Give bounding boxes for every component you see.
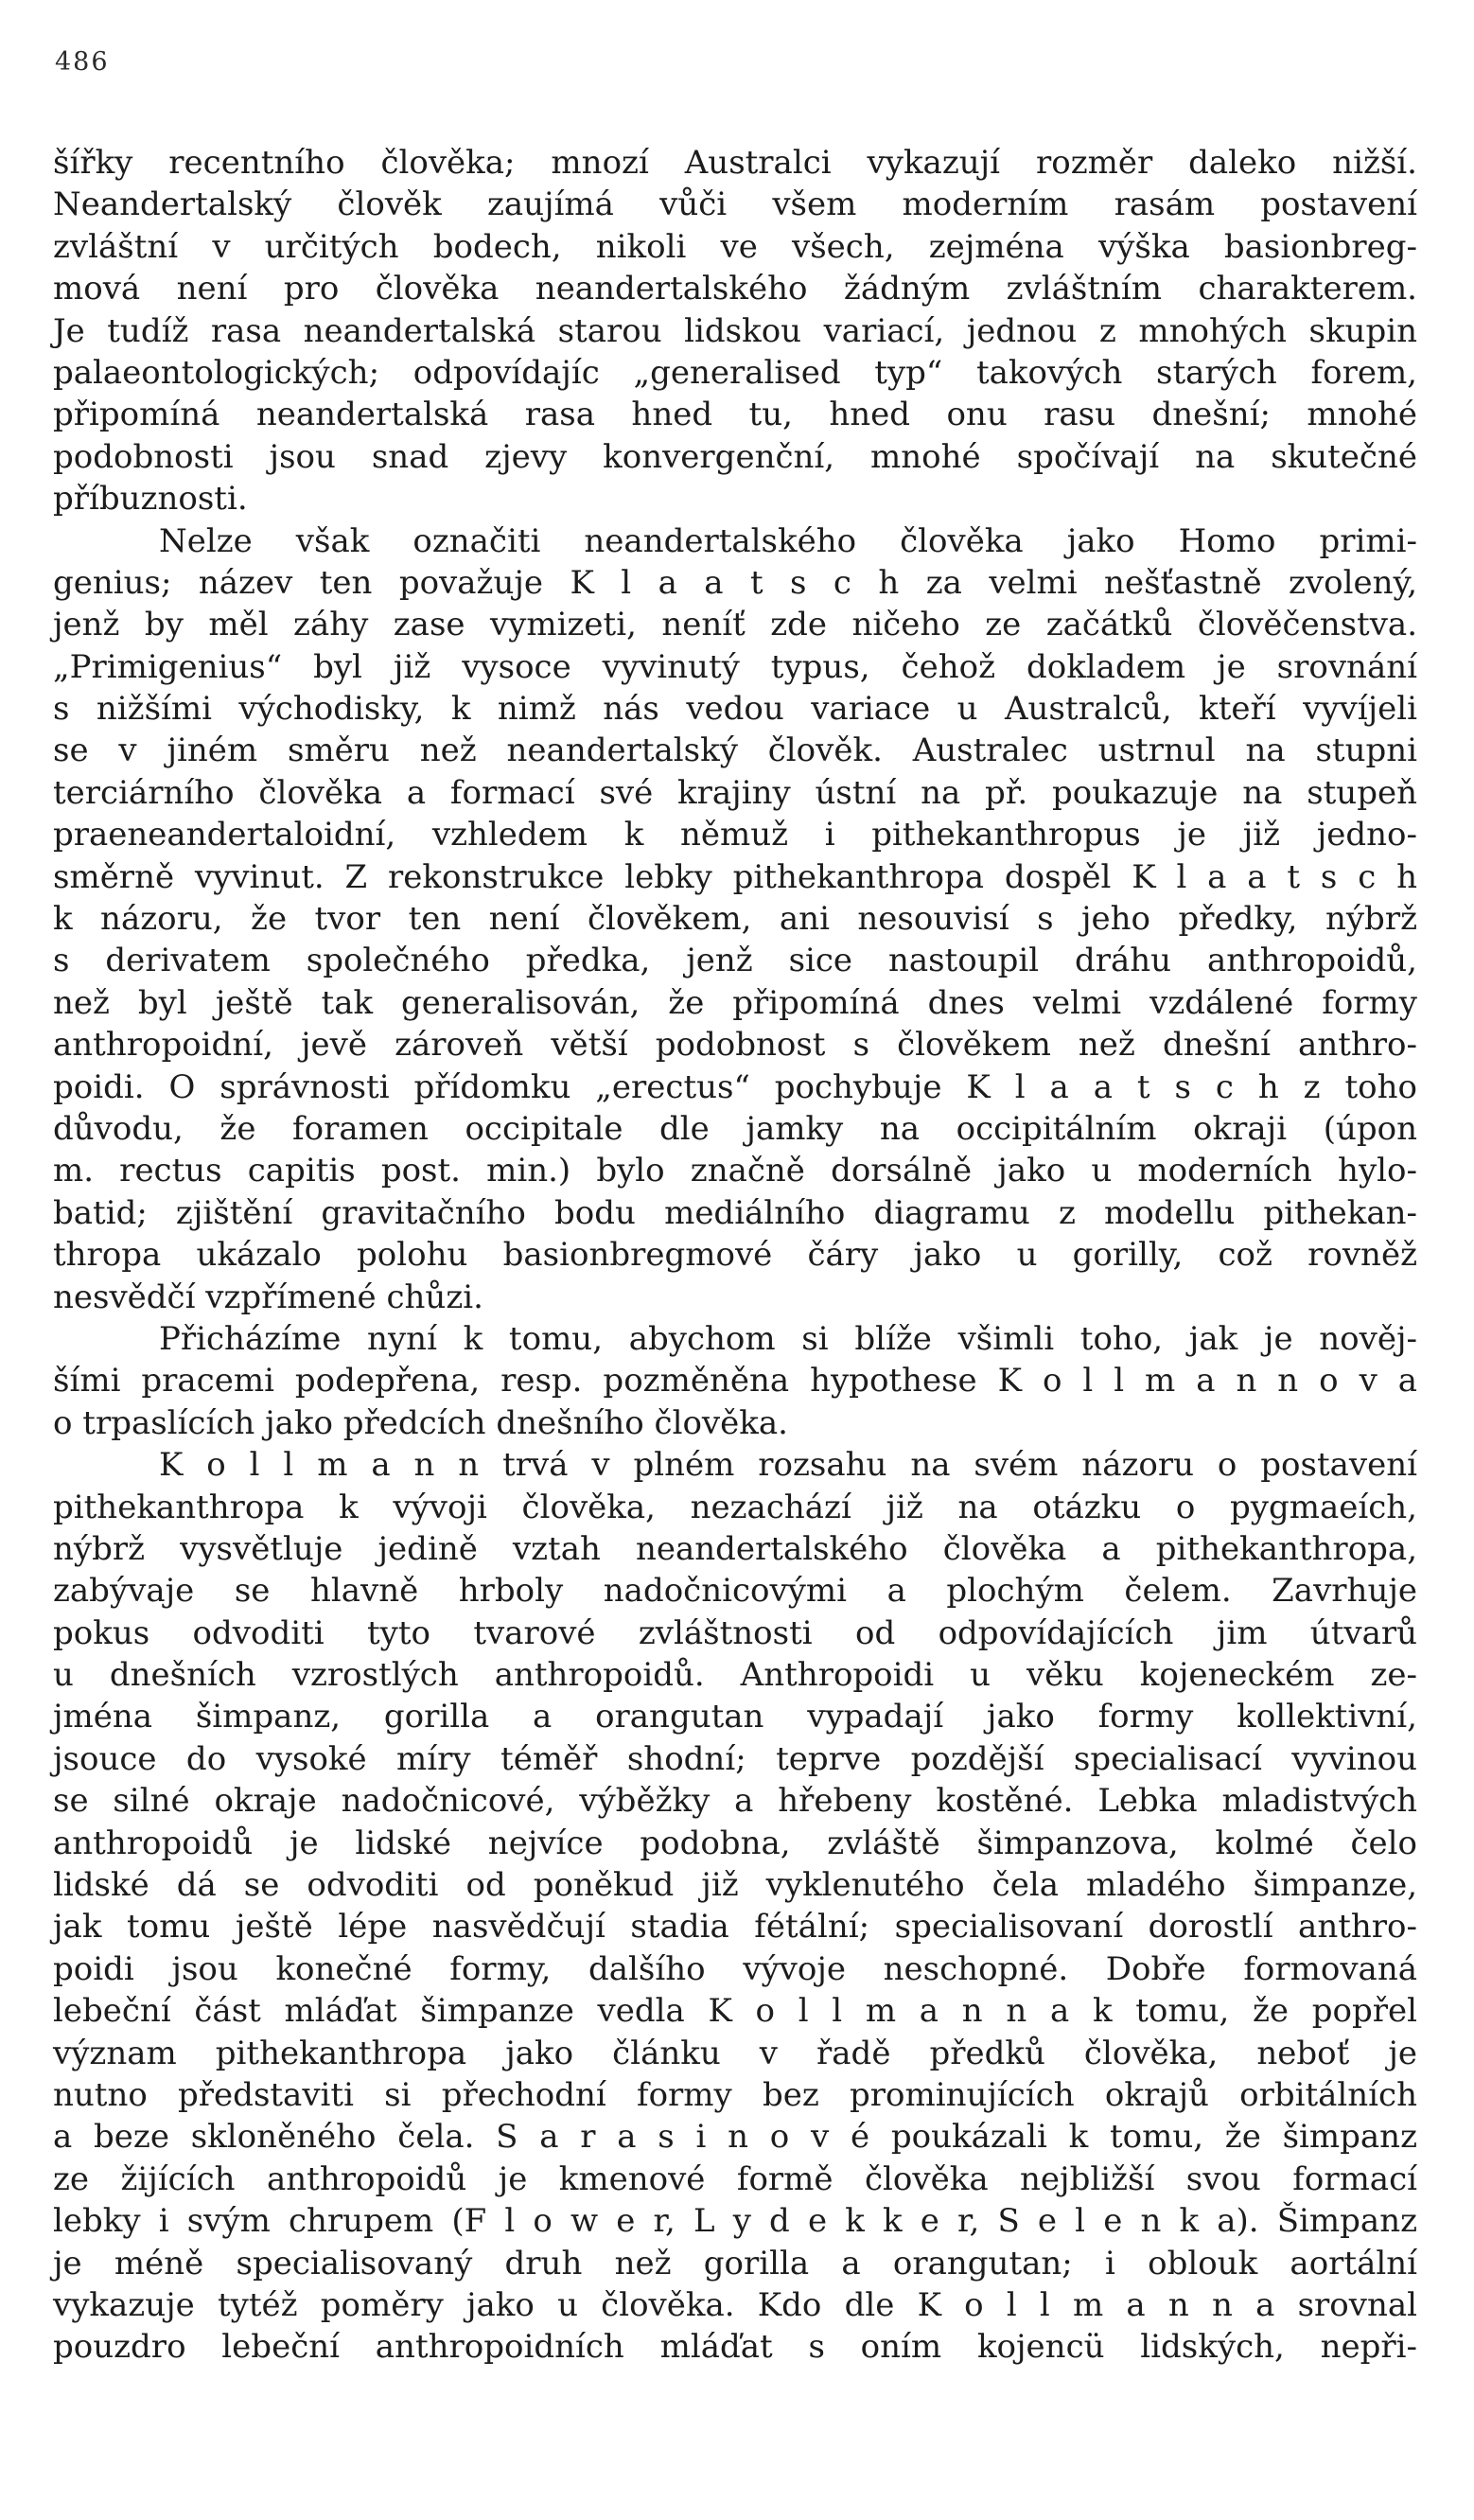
text-line: m. rectus capitis post. min.) bylo značně dorsálně jako u moderních hylo-	[53, 1152, 1417, 1190]
page-number: 486	[55, 47, 110, 77]
text-line: jenž by měl záhy zase vymizeti, neníť zde ničeho ze začátků člověčenstva.	[53, 606, 1417, 644]
text-line: nýbrž vysvětluje jedině vztah neandertalského člověka a pithekanthropa,	[53, 1529, 1417, 1568]
text-line: batid; zjištění gravitačního bodu mediálního diagramu z modellu pithekan-	[53, 1193, 1417, 1232]
text-line: praeneandertaloidní, vzhledem k němuž i pithekanthropus je již jedno-	[53, 816, 1417, 855]
text-line: než byl ještě tak generalisován, že připomíná dnes velmi vzdálené formy	[53, 983, 1417, 1022]
text-line: zabývaje se hlavně hrboly nadočnicovými a plochým čelem. Zavrhuje	[53, 1572, 1417, 1611]
text-line: mová není pro člověka neandertalského žádným zvláštním charakterem.	[53, 270, 1417, 308]
text-line: K o l l m a n n trvá v plném rozsahu na svém názoru o postavení	[159, 1446, 1417, 1485]
text-line: Neandertalský člověk zaujímá vůči všem moderním rasám postavení	[53, 185, 1417, 224]
text-line: důvodu, že foramen occipitale dle jamky na occipitálním okraji (úpon	[53, 1109, 1417, 1148]
text-line: anthropoidní, jevě zároveň větší podobnost s člověkem než dnešní anthro-	[53, 1026, 1417, 1065]
text-line: lebky i svým chrupem (F l o w e r, L y d e k k e r, S e l e n k a). Šimpanz	[53, 2202, 1417, 2241]
text-line: poidi. O správnosti přídomku „erectus“ pochybuje K l a a t s c h z toho	[53, 1067, 1417, 1106]
text-line: jsouce do vysoké míry téměř shodní; teprve pozdější specialisací vyvinou	[53, 1739, 1417, 1778]
text-line: thropa ukázalo polohu basionbregmové čáry jako u gorilly, což rovněž	[53, 1236, 1417, 1275]
text-line: zvláštní v určitých bodech, nikoli ve všech, zejména výška basionbreg-	[53, 227, 1417, 266]
text-line: význam pithekanthropa jako článku v řadě předků člověka, neboť je	[53, 2034, 1417, 2072]
text-line: Je tudíž rasa neandertalská starou lidskou variací, jednou z mnohých skupin	[53, 311, 1417, 350]
text-line: s nižšími východisky, k nimž nás vedou variace u Australců, kteří vyvíjeli	[53, 690, 1417, 729]
text-line: vykazuje tytéž poměry jako u člověka. Kdo dle K o l l m a n n a srovnal	[53, 2285, 1417, 2324]
text-line: palaeontologických; odpovídajíc „generalised typ“ takových starých forem,	[53, 353, 1417, 392]
text-line: s derivatem společného předka, jenž sice nastoupil dráhu anthropoidů,	[53, 942, 1417, 980]
body-text	[53, 142, 1417, 2369]
text-line: se silné okraje nadočnicové, výběžky a hřebeny kostěné. Lebka mladistvých	[53, 1782, 1417, 1821]
text-line: směrně vyvinut. Z rekonstrukce lebky pithekanthropa dospěl K l a a t s c h	[53, 857, 1417, 896]
text-line: Nelze však označiti neandertalského člověka jako Homo primi-	[159, 521, 1417, 560]
text-line: je méně specialisovaný druh než gorilla a orangutan; i oblouk aortální	[53, 2244, 1417, 2282]
text-line: šířky recentního člověka; mnozí Australci vykazují rozměr daleko nižší.	[53, 144, 1417, 182]
text-line: pithekanthropa k vývoji člověka, nezachází již na otázku o pygmaeích,	[53, 1488, 1417, 1526]
text-line: pouzdro lebeční anthropoidních mláďat s oním kojencü lidských, nepři-	[53, 2328, 1417, 2367]
text-line: ze žijících anthropoidů je kmenové formě člověka nejbližší svou formací	[53, 2159, 1417, 2198]
text-line: a beze skloněného čela. S a r a s i n o v é poukázali k tomu, že šimpanz	[53, 2118, 1417, 2157]
text-line: šími pracemi podepřena, resp. pozměněna hypothese K o l l m a n n o v a	[53, 1362, 1417, 1401]
text-line: nesvědčí vzpřímené chůzi.	[53, 1278, 483, 1316]
text-line: terciárního člověka a formací své krajiny ústní na př. poukazuje na stupeň	[53, 773, 1417, 812]
text-line: příbuznosti.	[53, 480, 248, 519]
text-line: k názoru, že tvor ten není člověkem, ani nesouvisí s jeho předky, nýbrž	[53, 900, 1417, 939]
text-line: připomíná neandertalská rasa hned tu, hned onu rasu dnešní; mnohé	[53, 396, 1417, 434]
text-line: nutno představiti si přechodní formy bez prominujících okrajů orbitálních	[53, 2075, 1417, 2114]
text-line: „Primigenius“ byl již vysoce vyvinutý typus, čehož dokladem je srovnání	[53, 647, 1417, 686]
text-line: Přicházíme nyní k tomu, abychom si blíže všimli toho, jak je nověj-	[159, 1319, 1417, 1358]
text-line: genius; název ten považuje K l a a t s c h za velmi nešťastně zvolený,	[53, 563, 1417, 602]
text-line: podobnosti jsou snad zjevy konvergenční, mnohé spočívají na skutečné	[53, 437, 1417, 476]
text-line: jak tomu ještě lépe nasvědčují stadia fétální; specialisovaní dorostlí anthro-	[53, 1908, 1417, 1947]
text-line: poidi jsou konečné formy, dalšího vývoje neschopné. Dobře formovaná	[53, 1949, 1417, 1988]
text-line: lidské dá se odvoditi od poněkud již vyklenutého čela mladého šimpanze,	[53, 1866, 1417, 1905]
text-line: se v jiném směru než neandertalský člověk. Australec ustrnul na stupni	[53, 731, 1417, 770]
text-line: anthropoidů je lidské nejvíce podobna, zvláště šimpanzova, kolmé čelo	[53, 1824, 1417, 1862]
text-line: u dnešních vzrostlých anthropoidů. Anthropoidi u věku kojeneckém ze-	[53, 1656, 1417, 1695]
text-line: pokus odvoditi tyto tvarové zvláštnosti od odpovídajících jim útvarů	[53, 1613, 1417, 1652]
text-line: o trpaslících jako předcích dnešního člověka.	[53, 1403, 788, 1442]
text-line: jména šimpanz, gorilla a orangutan vypadají jako formy kollektivní,	[53, 1698, 1417, 1736]
text-line: lebeční část mláďat šimpanze vedla K o l l m a n n a k tomu, že popřel	[53, 1992, 1417, 2031]
